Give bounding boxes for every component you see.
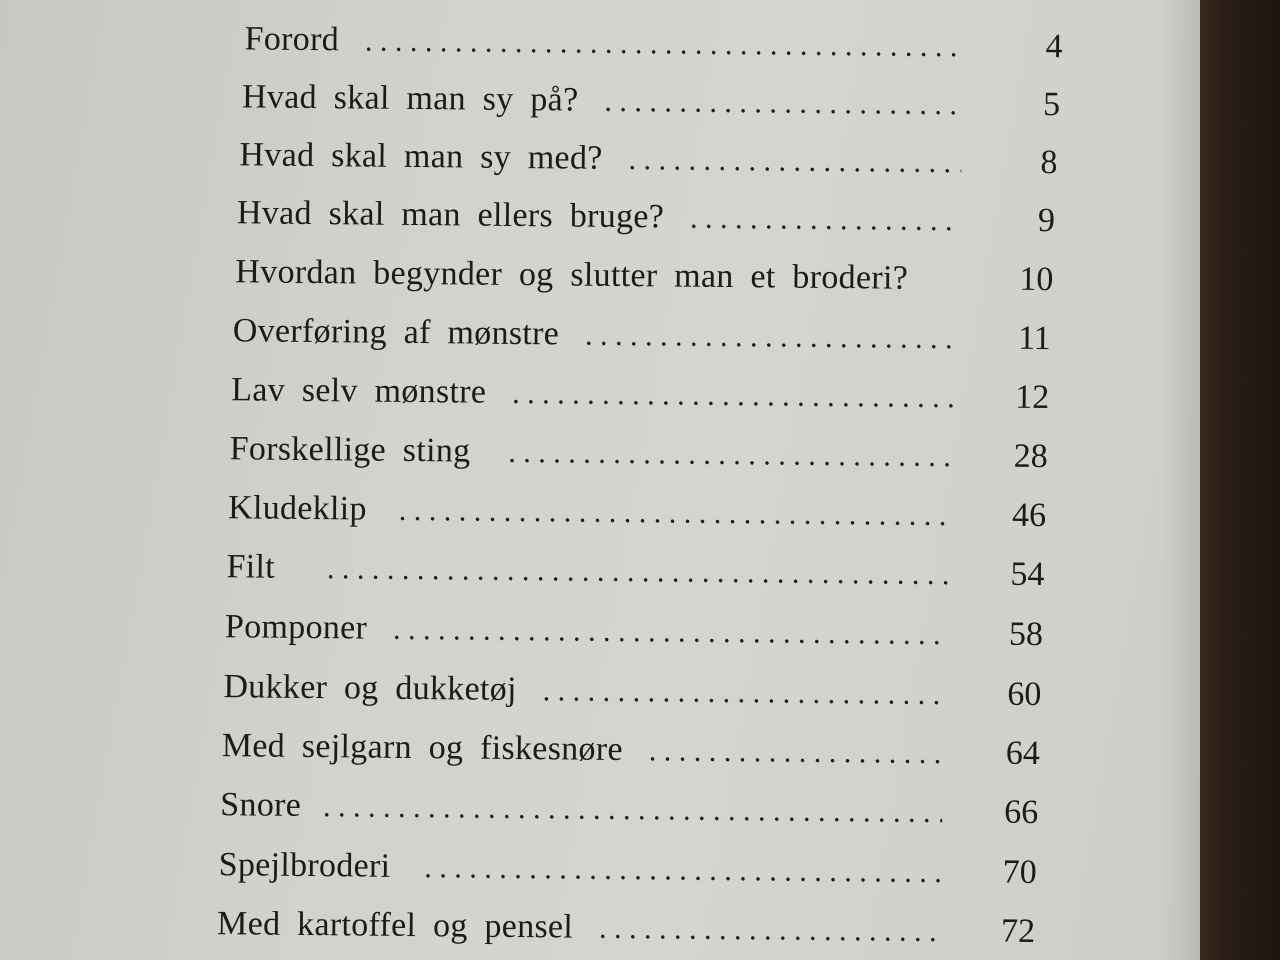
toc-entry-page: 10 xyxy=(1019,260,1054,299)
toc-entry-page: 70 xyxy=(1002,853,1037,891)
toc-dot-leader xyxy=(543,674,946,712)
toc-entry xyxy=(217,905,1035,960)
toc-entry-page: 54 xyxy=(1010,555,1045,594)
toc-entry-page: 4 xyxy=(1045,28,1063,66)
toc-dot-leader xyxy=(365,25,967,65)
toc-entry xyxy=(228,489,1046,547)
toc-entry-title: Forord xyxy=(244,20,340,59)
toc-dot-leader xyxy=(323,790,942,830)
toc-dot-leader xyxy=(628,143,961,180)
toc-entry-title: Hvordan begynder og slutter man et broderi? xyxy=(235,253,909,297)
toc-entry-title: Spejlbroderi xyxy=(218,846,391,885)
toc-entry xyxy=(242,78,1060,136)
toc-entry-title: Hvad skal man ellers bruge? xyxy=(236,194,665,236)
toc-entry-page: 9 xyxy=(1037,201,1056,240)
toc-entry xyxy=(239,136,1057,194)
toc-dot-leader xyxy=(604,85,964,122)
toc-entry-title: Snore xyxy=(220,786,302,824)
toc-entry xyxy=(231,371,1049,429)
toc-entry xyxy=(235,253,1053,311)
toc-dot-leader xyxy=(599,912,939,949)
toc-dot-leader xyxy=(512,377,953,415)
toc-entry xyxy=(222,727,1040,785)
toc-entry-page: 46 xyxy=(1011,496,1047,535)
toc-entry-title: Overføring af mønstre xyxy=(232,312,560,353)
toc-entry xyxy=(218,846,1036,904)
toc-dot-leader xyxy=(327,552,949,592)
toc-entry-page: 11 xyxy=(1017,319,1051,358)
toc-entry xyxy=(220,786,1038,844)
toc-entry-page: 72 xyxy=(1000,912,1036,950)
toc-entry-title: Hvad skal man sy med? xyxy=(239,136,603,177)
toc-dot-leader xyxy=(508,436,952,474)
toc-entry-title: Forskellige sting xyxy=(229,430,471,470)
toc-entry xyxy=(223,668,1041,726)
toc-entry-title: Pomponer xyxy=(224,608,368,647)
toc-entry-page: 12 xyxy=(1015,378,1050,417)
toc-entry-title: Filt xyxy=(226,548,276,586)
toc-entry-page: 58 xyxy=(1008,615,1044,654)
toc-entry xyxy=(244,20,1062,78)
toc-dot-leader xyxy=(585,319,955,357)
toc-entry-page: 60 xyxy=(1007,675,1042,714)
toc-entry xyxy=(233,312,1051,370)
toc-dot-leader xyxy=(690,202,959,239)
toc-entry-title: Med kartoffel og pensel xyxy=(216,905,574,946)
toc-entry-page: 64 xyxy=(1005,734,1040,773)
toc-dot-leader xyxy=(393,613,947,652)
toc-dot-leader xyxy=(399,494,951,533)
toc-entry-page: 8 xyxy=(1040,143,1058,182)
toc-entry-page: 5 xyxy=(1042,86,1061,124)
toc-entry-title: Kludeklip xyxy=(227,489,367,528)
toc-entry xyxy=(229,430,1047,488)
toc-dot-leader xyxy=(424,851,941,890)
toc-dot-leader xyxy=(649,734,944,771)
toc-entry-title: Lav selv mønstre xyxy=(231,371,487,411)
toc-entry-title: Med sejlgarn og fiskesnøre xyxy=(221,727,624,769)
toc-entry-page: 66 xyxy=(1004,793,1039,832)
toc-entry xyxy=(225,608,1043,666)
toc-entry-page: 28 xyxy=(1013,437,1048,476)
toc-entry-title: Hvad skal man sy på? xyxy=(241,78,579,119)
toc-entry xyxy=(226,548,1044,606)
toc-entry xyxy=(237,194,1055,252)
toc-entry-title: Dukker og dukketøj xyxy=(223,668,517,708)
book-cover-edge xyxy=(1200,0,1280,960)
